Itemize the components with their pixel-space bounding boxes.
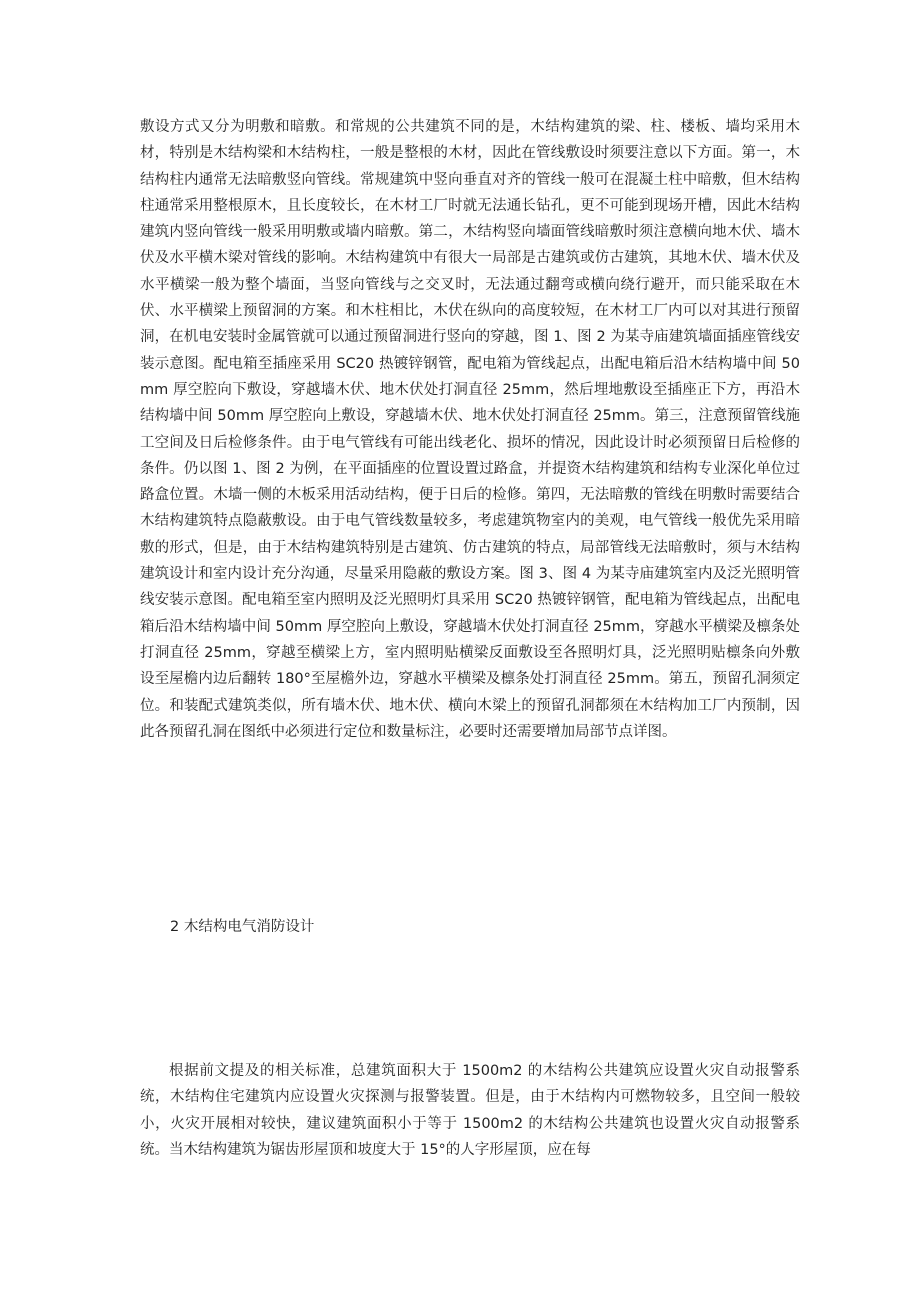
body-paragraph-fire-alarm: 根据前文提及的相关标准，总建筑面积大于 1500m2 的木结构公共建筑应设置火灾自动报警系统，木结构住宅建筑内应设置火灾探测与报警装置。但是，由于木结构内可燃物较多，且空间一般较小，火灾开展相对较快，建议建筑面积小于等于 1500m2 的木结构公共建筑也设置火灾自动报警系统。当木结构建筑为锯齿形屋顶和坡度大于 15°的人字形屋顶，应在每 [140,1063,800,1158]
section-heading-fire-protection: 2 木结构电气消防设计 [170,919,315,935]
body-paragraph-wiring-methods: 敷设方式又分为明敷和暗敷。和常规的公共建筑不同的是，木结构建筑的梁、柱、楼板、墙均采用木材，特别是木结构梁和木结构柱，一般是整根的木材，因此在管线敷设时须要注意以下方面。第一，木结构柱内通常无法暗敷竖向管线。常规建筑中竖向垂直对齐的管线一般可在混凝土柱中暗敷，但木结构柱通常采用整根原木，且长度较长，在木材工厂时就无法通长钻孔，更不可能到现场开槽，因此木结构建筑内竖向管线一般采用明敷或墙内暗敷。第二，木结构竖向墙面管线暗敷时须注意横向地木伏、墙木伏及水平横木梁对管线的影响。木结构建筑中有很大一局部是古建筑或仿古建筑，其地木伏、墙木伏及水平横梁一般为整个墙面，当竖向管线与之交叉时，无法通过翻弯或横向绕行避开，而只能采取在木伏、水平横梁上预留洞的方案。和木柱相比，木伏在纵向的高度较短，在木材工厂内可以对其进行预留洞，在机电安装时金属管就可以通过预留洞进行竖向的穿越，图 1、图 2 为某寺庙建筑墙面插座管线安装示意图。配电箱至插座采用 SC20 热镀锌钢管，配电箱为管线起点，出配电箱后沿木结构墙中间 50mm 厚空腔向下敷设，穿越墙木伏、地木伏处打洞直径 25mm，然后埋地敷设至插座正下方，再沿木结构墙中间 50mm 厚空腔向上敷设，穿越墙木伏、地木伏处打洞直径 25mm。第三，注意预留管线施工空间及日后检修条件。由于电气管线有可能出线老化、损坏的情况，因此设计时必须预留日后检修的条件。仍以图 1、图 2 为例，在平面插座的位置设置过路盒，并提资木结构建筑和结构专业深化单位过路盒位置。木墙一侧的木板采用活动结构，便于日后的检修。第四，无法暗敷的管线在明敷时需要结合木结构建筑特点隐蔽敷设。由于电气管线数量较多，考虑建筑物室内的美观，电气管线一般优先采用暗敷的形式，但是，由于木结构建筑特别是古建筑、仿古建筑的特点，局部管线无法暗敷时，须与木结构建筑设计和室内设计充分沟通，尽量采用隐蔽的敷设方案。图 3、图 4 为某寺庙建筑室内及泛光照明管线安装示意图。配电箱至室内照明及泛光照明灯具采用 SC20 热镀锌钢管，配电箱为管线起点，出配电箱后沿木结构墙中间 50mm 厚空腔向上敷设，穿越墙木伏处打洞直径 25mm，穿越水平横梁及檩条处打洞直径 25mm，穿越至横梁上方，室内照明贴横梁反面敷设至各照明灯具，泛光照明贴檩条向外敷设至屋檐内边后翻转 180°至屋檐外边，穿越水平横梁及檩条处打洞直径 25mm。第五，预留孔洞须定位。和装配式建筑类似，所有墙木伏、地木伏、横向木梁上的预留孔洞都须在木结构加工厂内预制，因此各预留孔洞在图纸中必须进行定位和数量标注，必要时还需要增加局部节点详图。 [140,119,800,740]
